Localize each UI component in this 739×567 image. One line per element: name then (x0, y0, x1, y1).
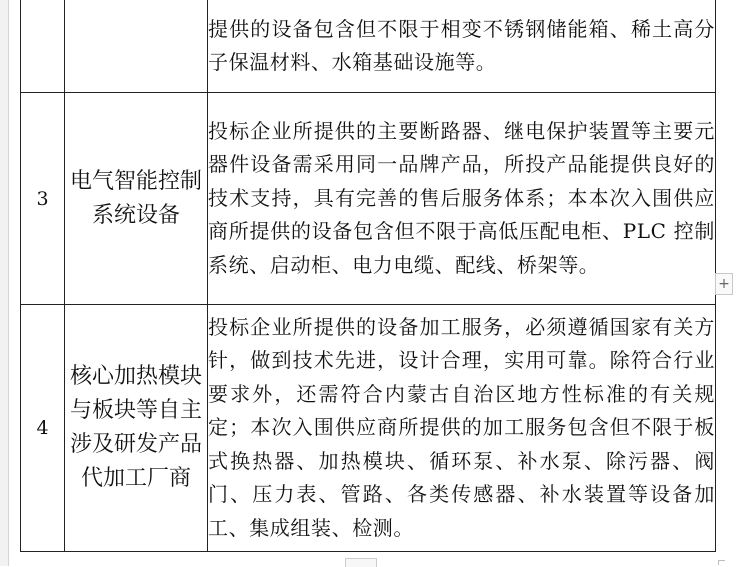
item-description-cell: 投标企业所提供的主要断路器、继电保护装置等主要元器件设备需采用同一品牌产品，所投产品能提供良好的技术支持，具有完善的售后服务体系；本本次入围供应商所提供的设备包含但不限于高低压配电柜、PLC 控制系统、启动柜、电力电缆、配线、桥架等。 (208, 93, 716, 305)
corner-mark (718, 560, 725, 565)
item-description-cell: 提供的设备包含但不限于相变不锈钢储能箱、稀土高分子保温材料、水箱基础设施等。 (208, 0, 716, 93)
row-number-cell: 4 (21, 305, 65, 552)
page-margin (0, 0, 9, 566)
table-row (21, 0, 716, 93)
item-name-cell: 电气智能控制系统设备 (65, 93, 208, 305)
row-number-cell: 3 (21, 93, 65, 305)
item-name-cell: 核心加热模块与板块等自主涉及研发产品代加工厂商 (65, 305, 208, 552)
item-name-cell (65, 0, 208, 93)
item-description-cell: 投标企业所提供的设备加工服务，必须遵循国家有关方针，做到技术先进，设计合理，实用可靠。除符合行业要求外，还需符合内蒙古自治区地方性标准的有关规定；本次入围供应商所提供的加工服务包含但不限于板式换热器、加热模块、循环泵、补水泵、除污器、阀门、压力表、管路、各类传感器、补水装置等设备加工、集成组装、检测。 (208, 305, 716, 552)
table-row (21, 93, 716, 305)
equipment-table (20, 0, 716, 552)
table-expand-button[interactable]: + (715, 273, 733, 295)
table-row (21, 305, 716, 552)
row-number-cell (21, 0, 65, 93)
